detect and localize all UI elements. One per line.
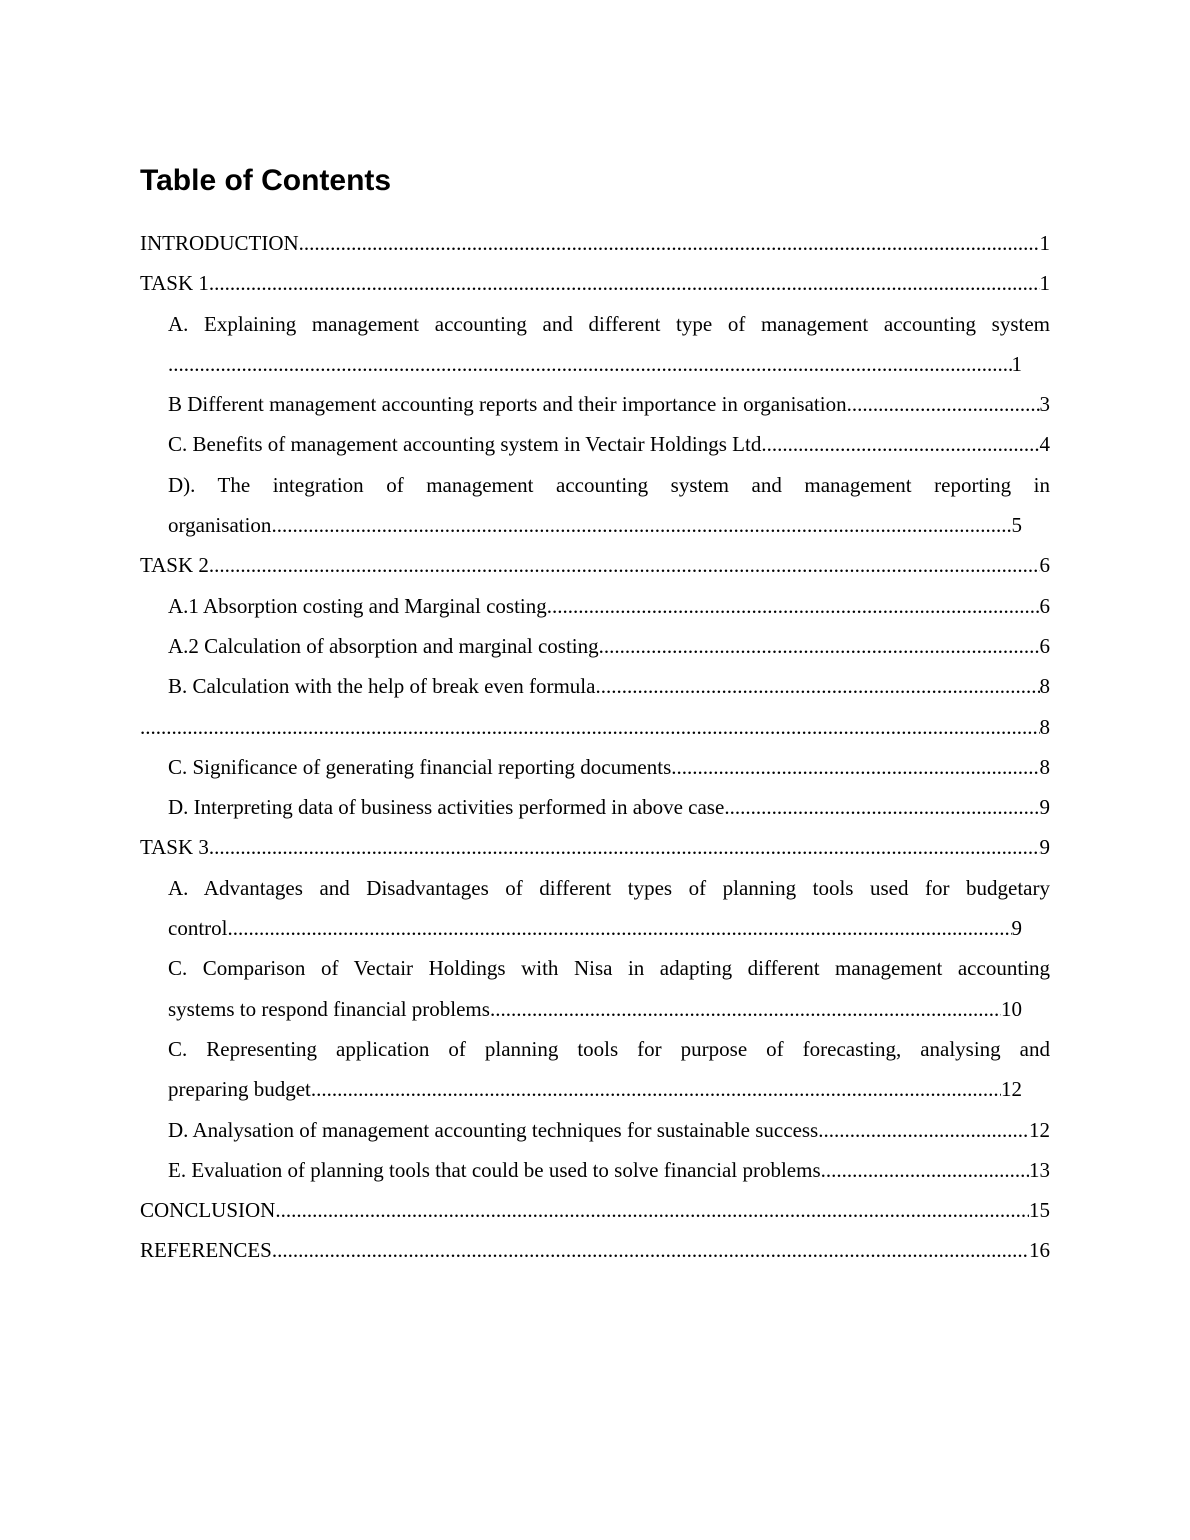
toc-entry-task-2a2[interactable] — [140, 626, 1050, 666]
toc-page-number: 1 — [1039, 231, 1050, 255]
dot-leader — [272, 1230, 1029, 1270]
toc-entry-label: E. Evaluation of planning tools that could be used to solve financial problems — [168, 1157, 821, 1182]
toc-entry-label-cont: organisation — [168, 513, 272, 538]
dot-leader — [311, 1069, 1001, 1109]
toc-page-number: 12 — [1001, 1077, 1022, 1102]
toc-page-number: 4 — [1039, 432, 1050, 457]
toc-entry-task-1c[interactable] — [140, 424, 1050, 464]
dot-leader — [595, 666, 1039, 706]
dot-leader — [724, 787, 1039, 827]
dot-leader — [209, 263, 1040, 303]
toc-page-number: 13 — [1029, 1157, 1050, 1182]
toc-page-number: 10 — [1001, 996, 1022, 1021]
toc-page-number: 9 — [1039, 795, 1050, 820]
toc-entry-task-3e[interactable] — [140, 1150, 1050, 1190]
toc-entry-label: TASK 3 — [140, 835, 209, 860]
dot-leader — [168, 344, 1012, 384]
toc-entry-label: D. Interpreting data of business activities performed in above case — [168, 795, 725, 820]
toc-entry-label: REFERENCES — [140, 1238, 272, 1263]
toc-entry-label: TASK 1 — [140, 271, 209, 296]
toc-entry-label: INTRODUCTION — [140, 231, 299, 255]
dot-leader — [847, 384, 1040, 424]
toc-entry-task-1b[interactable] — [140, 384, 1050, 424]
toc-entry-task-2a1[interactable] — [140, 586, 1050, 626]
toc-page-number: 9 — [1011, 916, 1022, 941]
toc-list — [140, 223, 1050, 1271]
toc-page-number: 9 — [1039, 835, 1050, 860]
toc-page-number: 8 — [1039, 674, 1050, 699]
toc-entry-task-1[interactable] — [140, 263, 1050, 303]
toc-page-number: 12 — [1029, 1117, 1050, 1142]
toc-page-number: 6 — [1039, 553, 1050, 578]
dot-leader — [209, 545, 1040, 585]
dot-leader — [275, 1190, 1029, 1230]
toc-entry-label: C. Significance of generating financial reporting documents — [168, 754, 672, 779]
dot-leader — [599, 626, 1040, 666]
toc-entry-label: A.2 Calculation of absorption and marginal costing — [168, 633, 599, 658]
toc-page-number: 8 — [1039, 714, 1050, 739]
toc-entry-continuation — [168, 1069, 1022, 1109]
toc-entry-task-1d[interactable] — [140, 465, 1050, 546]
toc-page-number: 8 — [1039, 754, 1050, 779]
toc-entry-references[interactable] — [140, 1230, 1050, 1270]
toc-page-number: 1 — [1039, 271, 1050, 296]
dot-leader — [271, 505, 1011, 545]
toc-entry-untitled[interactable] — [140, 707, 1050, 747]
toc-page-number: 5 — [1011, 513, 1022, 538]
dot-leader — [490, 989, 1001, 1029]
toc-page-number: 15 — [1029, 1198, 1050, 1223]
toc-entry-introduction[interactable] — [140, 223, 1050, 263]
toc-page-number: 1 — [1011, 351, 1022, 376]
toc-entry-label: C. Representing application of planning tools for purpose of forecasting, analysing and — [168, 1036, 1050, 1061]
toc-page-number: 6 — [1039, 633, 1050, 658]
toc-page-number: 3 — [1039, 392, 1050, 417]
toc-entry-task-2d[interactable] — [140, 787, 1050, 827]
toc-entry-task-2b[interactable] — [140, 666, 1050, 706]
toc-entry-task-2c[interactable] — [140, 747, 1050, 787]
toc-entry-task-1a[interactable] — [140, 304, 1050, 385]
toc-page-number: 16 — [1029, 1238, 1050, 1263]
toc-entry-task-3c-comparison[interactable] — [140, 948, 1050, 1029]
toc-entry-label: D. Analysation of management accounting techniques for sustainable success — [168, 1117, 819, 1142]
dot-leader — [818, 1110, 1029, 1150]
dot-leader — [227, 908, 1011, 948]
toc-entry-label-cont: preparing budget — [168, 1077, 311, 1102]
toc-entry-continuation — [168, 908, 1022, 948]
toc-entry-conclusion[interactable] — [140, 1190, 1050, 1230]
toc-entry-task-3a[interactable] — [140, 868, 1050, 949]
toc-entry-label: A.1 Absorption costing and Marginal costing — [168, 593, 547, 618]
dot-leader — [821, 1150, 1029, 1190]
toc-entry-continuation — [168, 505, 1022, 545]
toc-entry-label: A. Explaining management accounting and different type of management accounting system — [168, 311, 1050, 336]
dot-leader — [209, 827, 1040, 867]
dot-leader — [547, 586, 1040, 626]
toc-entry-task-3c-planning[interactable] — [140, 1029, 1050, 1110]
toc-entry-label: TASK 2 — [140, 553, 209, 578]
toc-entry-label: C. Comparison of Vectair Holdings with Nisa in adapting different management accounting — [168, 956, 1050, 981]
toc-entry-label: B Different management accounting reports and their importance in organisation — [168, 392, 847, 417]
toc-entry-continuation — [168, 989, 1022, 1029]
toc-entry-label-cont: systems to respond financial problems — [168, 996, 490, 1021]
toc-entry-label: D). The integration of management accounting system and management reporting in — [168, 472, 1050, 497]
toc-entry-continuation — [168, 344, 1022, 384]
toc-entry-label-cont: control — [168, 916, 228, 941]
dot-leader — [761, 424, 1039, 464]
toc-heading: Table of Contents — [140, 164, 392, 197]
dot-leader — [299, 223, 1040, 263]
toc-page-number: 6 — [1039, 593, 1050, 618]
dot-leader — [671, 747, 1039, 787]
toc-entry-label: B. Calculation with the help of break even formula — [168, 674, 596, 699]
toc-entry-label: A. Advantages and Disadvantages of different types of planning tools used for budgetary — [168, 875, 1050, 900]
toc-entry-task-2[interactable] — [140, 545, 1050, 585]
toc-entry-label: CONCLUSION — [140, 1198, 276, 1223]
toc-entry-task-3[interactable] — [140, 827, 1050, 867]
toc-entry-label: C. Benefits of management accounting system in Vectair Holdings Ltd — [168, 432, 762, 457]
dot-leader — [140, 707, 1040, 747]
toc-entry-task-3d[interactable] — [140, 1110, 1050, 1150]
